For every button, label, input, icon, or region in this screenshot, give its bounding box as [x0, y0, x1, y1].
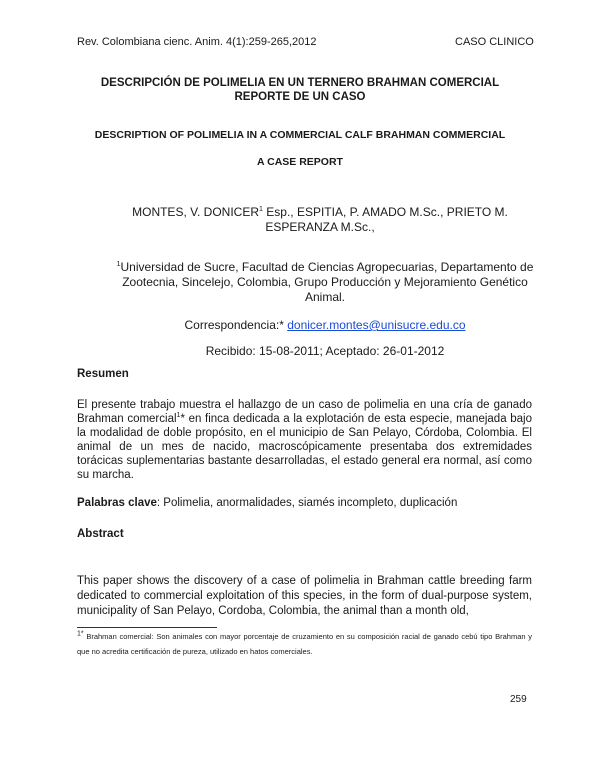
resumen-heading: Resumen: [77, 368, 129, 380]
authors-line2: ESPERANZA M.Sc.,: [265, 220, 375, 234]
keywords-text: : Polimelia, anormalidades, siamés incompleto, duplicación: [156, 497, 458, 509]
abstract-heading: Abstract: [77, 528, 124, 540]
authors: [90, 205, 550, 235]
keywords-label: Palabras clave: [77, 497, 157, 509]
title-english-line2: A CASE REPORT: [257, 156, 343, 168]
keywords: [77, 496, 457, 510]
title-spanish-line2: REPORTE DE UN CASO: [234, 91, 366, 103]
title-spanish-line1: DESCRIPCIÓN DE POLIMELIA EN UN TERNERO BRAHMAN COMERCIAL: [100, 77, 500, 89]
footnote: $^{1*}$ Brahman comercial: Son animales con mayor porcentaje de cruzamiento en su composición racial de ganado cebú tipo Brahman y que no acredita certificación de pureza, utilizado en hatos comerciales.: [77, 630, 532, 656]
affiliation: $^1$Universidad de Sucre, Facultad de Ciencias Agropecuarias, Departamento de Zootecnia, Sincelejo, Colombia, Grupo Producción y Mejoramiento Genético Animal.: [116, 260, 534, 304]
journal-citation: Rev. Colombiana cienc. Anim. 4(1):259-265,2012: [77, 36, 317, 48]
correspondence-email-link[interactable]: donicer.montes@unisucre.edu.co: [287, 318, 466, 332]
received-accepted-dates: Recibido: 15-08-2011; Aceptado: 26-01-2012: [205, 344, 445, 358]
footnote-divider: [77, 627, 217, 628]
correspondence: [110, 318, 540, 332]
page-number: 259: [510, 694, 527, 705]
abstract-paragraph: This paper shows the discovery of a case of polimelia in Brahman cattle breeding farm dedicated to commercial exploitation of this species, in the form of dual-purpose system, municipality of San Pelayo, Cordoba, Colombia, the animal than a month old,: [77, 575, 532, 617]
authors-line1: MONTES, V. DONICER$^1$ Esp., ESPITIA, P. AMADO M.Sc., PRIETO M.: [132, 205, 508, 219]
title-spanish: [60, 76, 540, 104]
resumen-paragraph: El presente trabajo muestra el hallazgo de un caso de polimelia en una cría de ganado Brahman comercial$^1$* en finca dedicada a la explotación de esta especie, manejada bajo la modalidad de doble propósito, en el municipio de San Pelayo, Córdoba, Colombia. El animal de un mes de nacido, macroscópicamente presentaba dos extremidades torácicas suplementarias bastante desarrolladas, el estado general era normal, así como su marcha.: [77, 399, 532, 481]
title-english-line1: DESCRIPTION OF POLIMELIA IN A COMMERCIAL CALF BRAHMAN COMMERCIAL: [94, 129, 506, 141]
correspondence-label: Correspondencia:*: [184, 318, 288, 332]
article-type: CASO CLINICO: [455, 36, 534, 48]
